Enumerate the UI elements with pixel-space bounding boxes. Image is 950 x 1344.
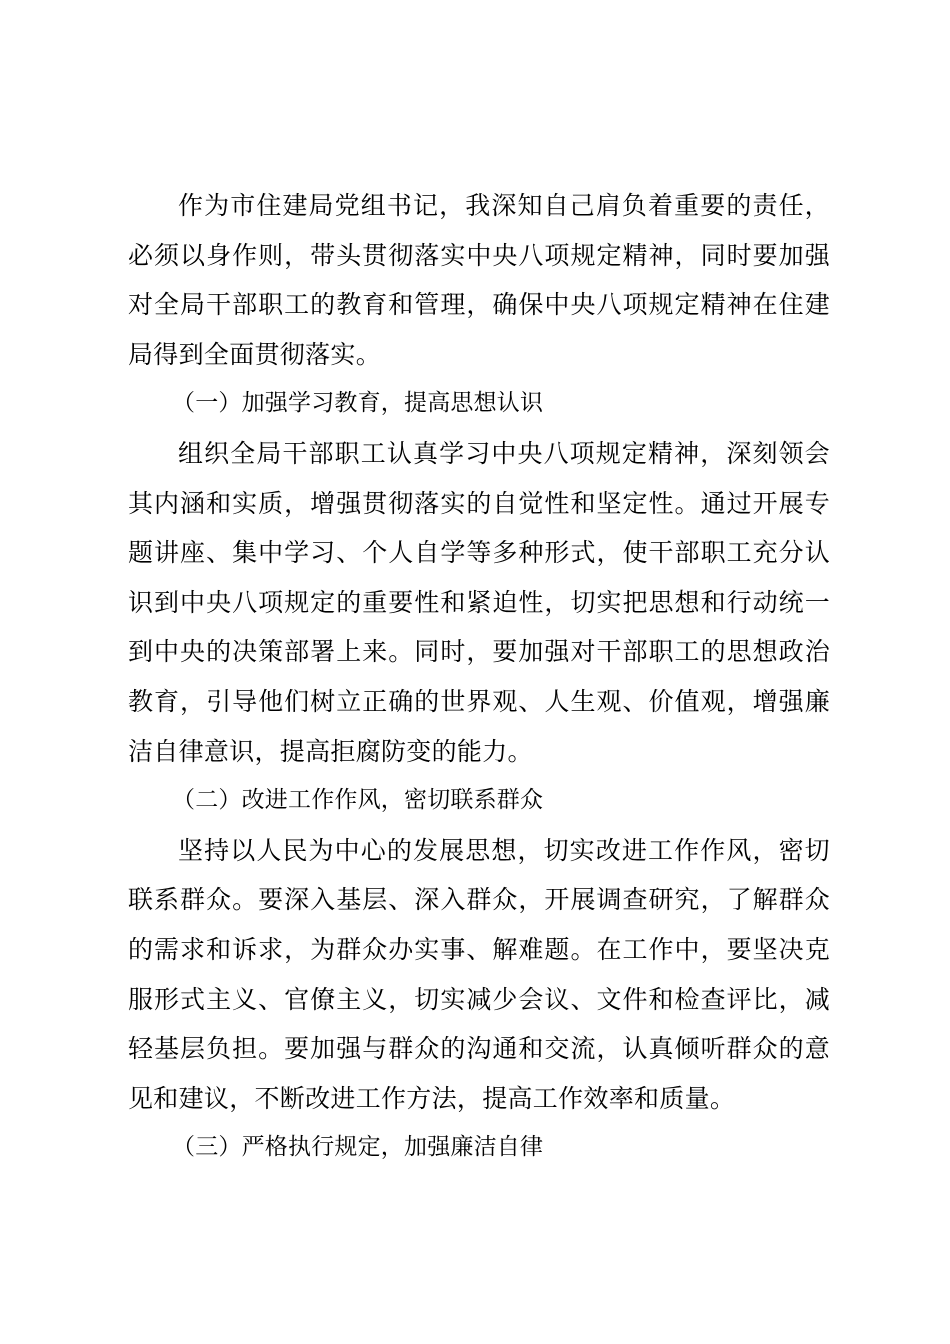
section-body-2: 坚持以人民为中心的发展思想，切实改进工作作风，密切联系群众。要深入基层、深入群众，开展调查研究，了解群众的需求和诉求，为群众办实事、解难题。在工作中，要坚决克服形式主义、官僚主义，切实减少会议、文件和检查评比，减轻基层负担。要加强与群众的沟通和交流，认真倾听群众的意见和建议，不断改进工作方法，提高工作效率和质量。 bbox=[128, 835, 830, 1113]
intro-paragraph: 作为市住建局党组书记，我深知自己肩负着重要的责任，必须以身作则，带头贯彻落实中央八项规定精神，同时要加强对全局干部职工的教育和管理，确保中央八项规定精神在住建局得到全面贯彻落实。 bbox=[128, 191, 830, 369]
section-body-1: 组织全局干部职工认真学习中央八项规定精神，深刻领会其内涵和实质，增强贯彻落实的自觉性和坚定性。通过开展专题讲座、集中学习、个人自学等多种形式，使干部职工充分认识到中央八项规定的重要性和紧迫性，切实把思想和行动统一到中央的决策部署上来。同时，要加强对干部职工的思想政治教育，引导他们树立正确的世界观、人生观、价值观，增强廉洁自律意识，提高拒腐防变的能力。 bbox=[128, 438, 830, 766]
document-page bbox=[128, 181, 830, 1173]
section-heading-1: （一）加强学习教育，提高思想认识 bbox=[172, 390, 544, 417]
section-heading-2: （二）改进工作作风，密切联系群众 bbox=[172, 787, 544, 814]
section-heading-3: （三）严格执行规定，加强廉洁自律 bbox=[172, 1134, 544, 1161]
